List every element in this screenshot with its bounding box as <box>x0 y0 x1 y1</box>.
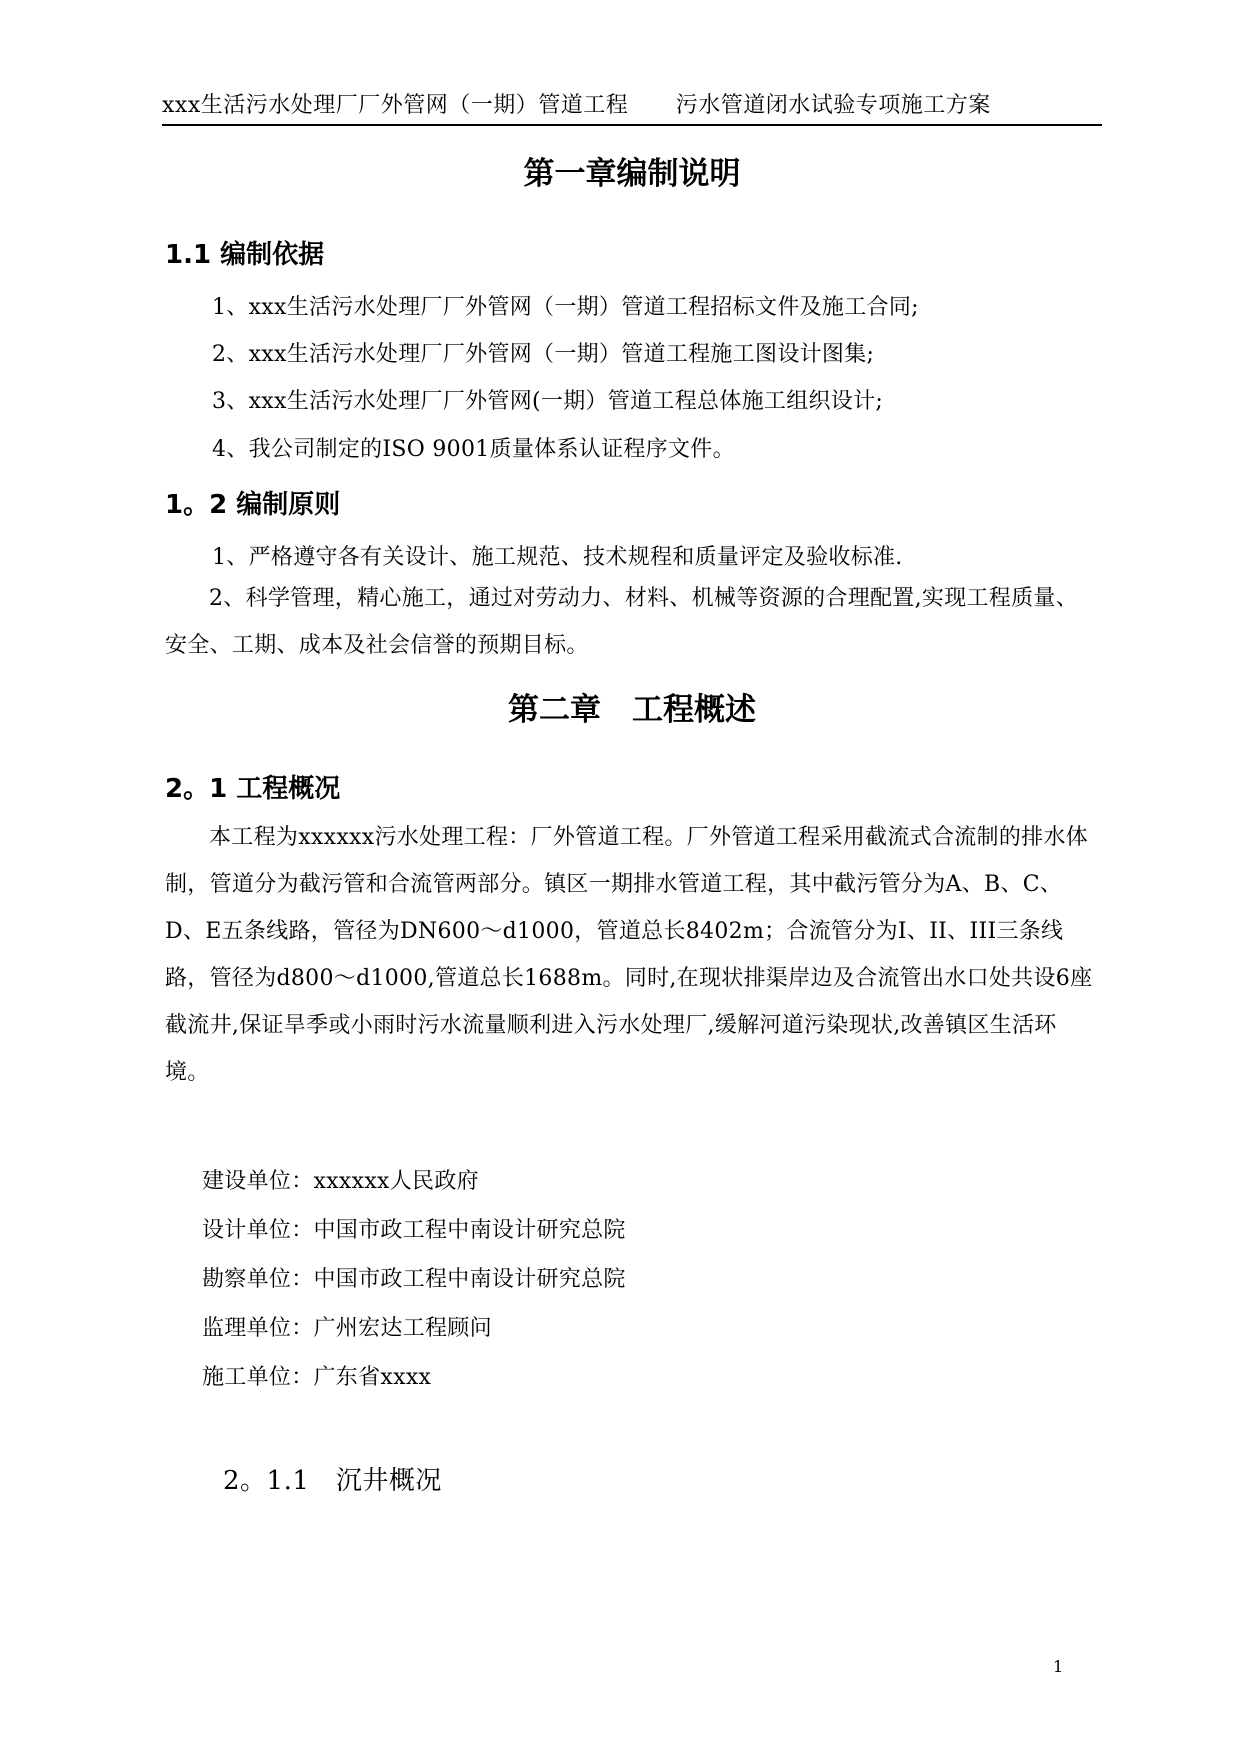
section-1-2-title: 1。2 编制原则 <box>165 490 341 520</box>
overview-paragraph: 本工程为xxxxxx污水处理工程：厂外管道工程。厂外管道工程采用截流式合流制的排水体制，管道分为截污管和合流管两部分。镇区一期排水管道工程，其中截污管分为A、B、C、D、E五条线路，管径为DN600～d1000，管道总长8402m；合流管分为I、II、III三条线路，管径为d800～d1000,管道总长1688m。同时,在现状排渠岸边及合流管出水口处共设6座截流井,保证旱季或小雨时污水流量顺利进入污水处理厂,缓解河道污染现状,改善镇区生活环境。 <box>165 825 1093 1085</box>
unit-contractor: 施工单位：广东省xxxx <box>202 1365 432 1390</box>
unit-design: 设计单位：中国市政工程中南设计研究总院 <box>202 1218 626 1243</box>
basis-item-1: 1、xxx生活污水处理厂厂外管网（一期）管道工程招标文件及施工合同; <box>212 295 919 320</box>
basis-item-2: 2、xxx生活污水处理厂厂外管网（一期）管道工程施工图设计图集; <box>212 342 875 367</box>
unit-supervision: 监理单位：广州宏达工程顾问 <box>202 1316 492 1341</box>
header-document-title: 污水管道闭水试验专项施工方案 <box>675 93 991 118</box>
chapter-2-title: 第二章 工程概述 <box>508 692 756 728</box>
basis-item-4: 4、我公司制定的ISO 9001质量体系认证程序文件。 <box>212 437 735 462</box>
principle-item-2: 2、科学管理，精心施工，通过对劳动力、材料、机械等资源的合理配置,实现工程质量、安全、工期、成本及社会信誉的预期目标。 <box>165 586 1078 658</box>
section-1-1-title: 1.1 编制依据 <box>165 240 325 270</box>
header-rule <box>162 124 1102 126</box>
unit-construction-owner: 建设单位：xxxxxx人民政府 <box>202 1169 479 1194</box>
subsection-2-1-1-title: 2。1.1 沉井概况 <box>223 1466 442 1496</box>
header-project-title: xxx生活污水处理厂厂外管网（一期）管道工程 <box>162 93 629 118</box>
section-2-1-title: 2。1 工程概况 <box>165 774 341 804</box>
page-header <box>162 88 1102 119</box>
unit-survey: 勘察单位：中国市政工程中南设计研究总院 <box>202 1267 626 1292</box>
basis-item-3: 3、xxx生活污水处理厂厂外管网(一期）管道工程总体施工组织设计; <box>212 389 884 414</box>
page-number: 1 <box>1053 1657 1064 1676</box>
principle-item-1: 1、严格遵守各有关设计、施工规范、技术规程和质量评定及验收标准. <box>212 545 903 570</box>
chapter-1-title: 第一章编制说明 <box>523 156 741 192</box>
